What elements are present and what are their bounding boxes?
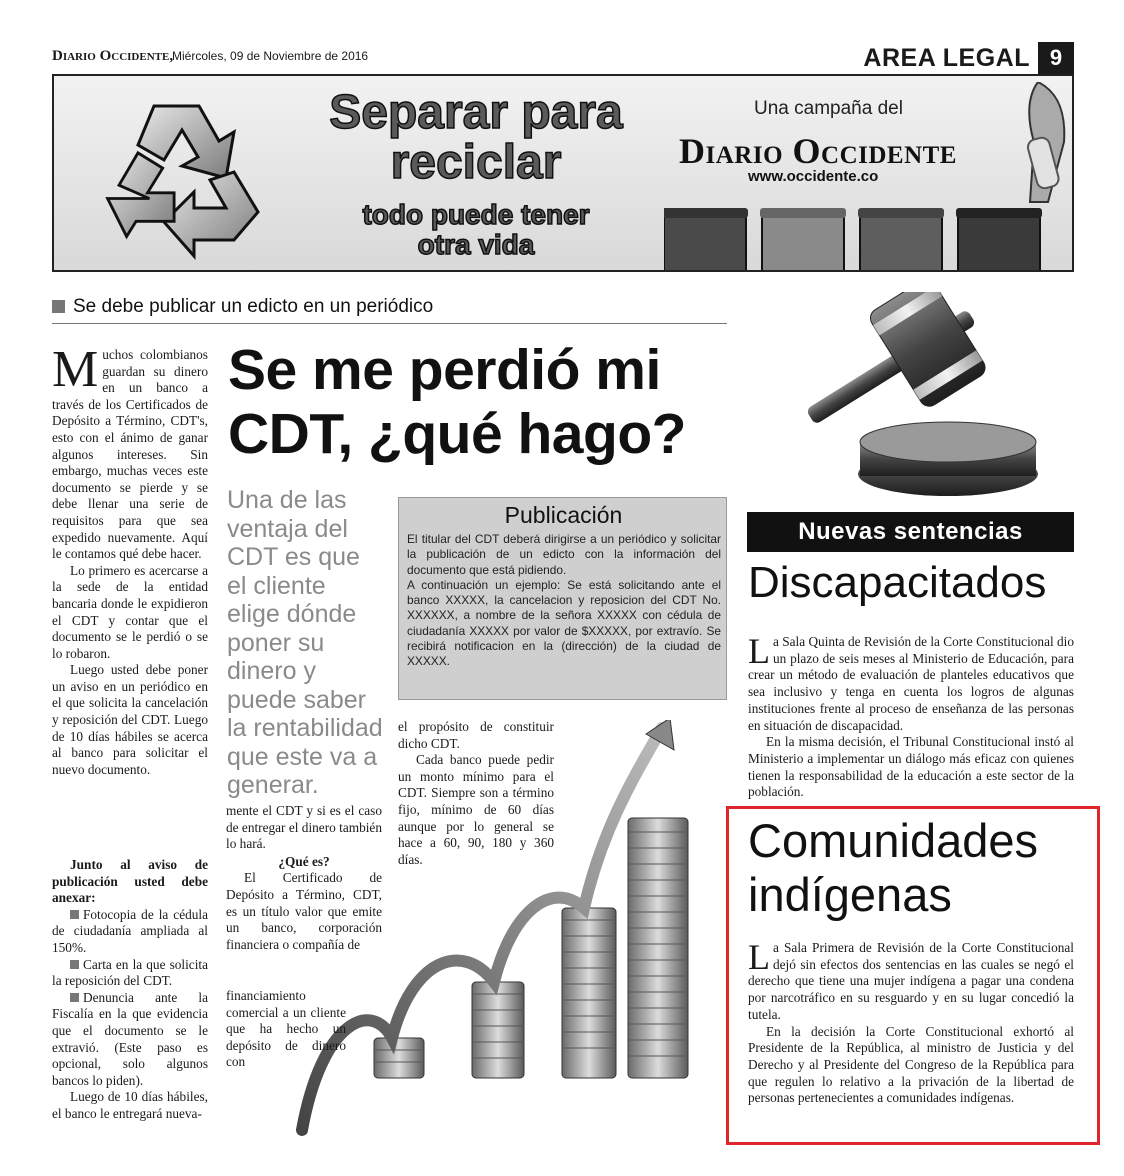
paper-name: Diario Occidente,: [52, 48, 174, 64]
article-column-1: Muchos colombianos guardan su dinero en un banco a través de los Certificados de Depósito a Término, CDT's, esto con el ánimo de ganar algunos intereses. Sin embargo, muchas veces este documento se pierde y se debe llenar una serie de requisitos para que sea expedido nuevamente. Aquí le contamos qué debe hacer. Lo primero es acercarse a la sede de la entidad bancaria donde le expidieron el CDT y contar que el documento se le perdió o se lo robaron. Luego usted debe poner un aviso en un periódico en el que solicita la cancelación y reposición del CDT. Luego de 10 días hábiles se acerca al banco para solicitar el nuevo documento.: [52, 341, 208, 777]
campaign-label: Una campaña del: [754, 98, 903, 119]
drop-cap: M: [52, 341, 99, 398]
publicacion-title: Publicación: [504, 502, 623, 528]
list-item: Denuncia ante la Fiscalía en la que evidencia que el documento se le extravió. (Este paso es opcional, solo algunos bancos lo piden).: [52, 989, 208, 1088]
banner-slogan-line2: reciclar: [390, 136, 562, 189]
campaign-url: www.occidente.co: [748, 168, 879, 185]
publicacion-box: [398, 497, 727, 700]
article-paragraph: El Certificado de Depósito a Término, CDT, es un título valor que emite un banco, corporación financiera o compañía de: [226, 870, 382, 952]
comunidades-indigenas-title: Comunidades indígenas: [748, 814, 1039, 921]
list-item: Carta en la que solicita la reposición del CDT.: [52, 956, 208, 989]
article-deck: Una de las ventaja del CDT es que el cliente elige dónde poner su dinero y puede saber la rentabilidad que este va a generar.: [227, 486, 383, 799]
page-number: 9: [1038, 42, 1074, 74]
banner-slogan-line1: Separar para: [329, 86, 623, 139]
banner-slogan-line3: todo puede tener: [362, 199, 590, 230]
article-subhead: ¿Qué es?: [278, 853, 330, 869]
article-paragraph: Luego de 10 días hábiles, el banco le entregará nueva-: [52, 1089, 208, 1121]
article-paragraph: financiamiento comercial a un cliente que ha hecho un depósito de dinero con: [226, 988, 346, 1070]
recycling-campaign-banner: [52, 74, 1074, 272]
requirements-list: [52, 857, 208, 1123]
article-paragraph: Cada banco puede pedir un monto mínimo para el CDT. Siempre son a término fijo, mínimo de 60 días aunque por lo general se hace a 60, 90, 180 y 360 días.: [398, 752, 554, 867]
recycling-bins-icon: [664, 206, 1064, 272]
article-headline: Se me perdió mi CDT, ¿qué hago?: [228, 338, 686, 466]
article-kicker: Se debe publicar un edicto en un periódico: [52, 296, 433, 318]
discapacitados-title: Discapacitados: [748, 558, 1047, 607]
banner-slogan-line4: otra vida: [417, 229, 535, 260]
kicker-divider: [52, 323, 727, 324]
article-paragraph: Luego usted debe poner un aviso en un periódico en el que solicita la cancelación y reposición del CDT. Luego de 10 días hábiles se acerca al banco para solicitar el nuevo documento.: [52, 662, 208, 777]
requirements-lead: Junto al aviso de publicación usted debe anexar:: [52, 857, 208, 906]
nuevas-sentencias-header: Nuevas sentencias: [747, 512, 1074, 552]
article-column-3: [398, 719, 554, 868]
article-paragraph: mente el CDT y si es el caso de entregar el dinero también lo hará.: [226, 803, 382, 852]
drop-cap: L: [748, 937, 770, 977]
hand-with-bottle-icon: [1008, 82, 1072, 212]
publicacion-body: El titular del CDT deberá dirigirse a un periódico y solicitar la publicación de un edicto con la información del documento que está pidiendo. A continuación un ejemplo: Se está solicitando ante el banco XXXXX, la cancelacion y reposicion del CDT No. XXXXXX, a nombre de la señora XXXXX con cédula de ciudadanía XXXXX por valor de $XXXXX, por extravío. Se recibirá notificacion en la (dirección) de la ciudad de XXXXX.: [407, 532, 721, 669]
recycle-icon: [94, 86, 274, 262]
list-item: Fotocopia de la cédula de ciudadanía ampliada al 150%.: [52, 906, 208, 955]
discapacitados-body: La Sala Quinta de Revisión de la Corte Constitucional dio un plazo de seis meses al Ministerio de Educación, para crear un método de evaluación de planteles educativos que sea inclusivo y tenga en cuenta los logros de algunas instituciones frente al proceso de enseñanza de las personas en situación de discapacidad. En la misma decisión, el Tribunal Constitucional instó al Ministerio a implementar un diálogo más eficaz con quienes tienen la responsabilidad de la educación a este sector de la población.: [748, 631, 1074, 800]
article-column-2: [226, 803, 382, 953]
drop-cap: L: [748, 631, 770, 671]
article-paragraph: el propósito de constituir dicho CDT.: [398, 719, 554, 751]
section-name: AREA LEGAL: [863, 44, 1030, 72]
article-paragraph: En la decisión la Corte Constitucional exhortó al Presidente de la República, al ministro de Justicia y del Derecho y al Presidente del Congreso de la República para que regulen lo relativo a la privación de la libertad de personas pertenecientes a comunidades indígenas.: [748, 1023, 1074, 1106]
comunidades-indigenas-body: La Sala Primera de Revisión de la Corte Constitucional dejó sin efectos dos sentencias en las cuales se negó el derecho que tiene una mujer indígena a pagar una condena por narcotráfico en su resguardo y en su lugar concedió la tutela. En la decisión la Corte Constitucional exhortó al Presidente de la República, al ministro de Justicia y del Derecho y al Presidente del Congreso de la República para que regulen lo relativo a la privación de la libertad de personas pertenecientes a comunidades indígenas.: [748, 937, 1074, 1106]
article-column-2-continued: [226, 988, 346, 1071]
article-paragraph: En la misma decisión, el Tribunal Constitucional instó al Ministerio a implementar un diálogo más eficaz con quienes tienen la responsabilidad de la educación a este sector de la población.: [748, 734, 1074, 800]
masthead: [52, 44, 1074, 74]
campaign-logo: Diario Occidente: [679, 131, 957, 171]
gavel-illustration: [780, 292, 1040, 502]
article-paragraph: Lo primero es acercarse a la sede de la entidad bancaria donde le expidieron el CDT y contar que el documento se le perdió o se lo robaron.: [52, 562, 208, 661]
issue-date: Miércoles, 09 de Noviembre de 2016: [172, 49, 369, 63]
